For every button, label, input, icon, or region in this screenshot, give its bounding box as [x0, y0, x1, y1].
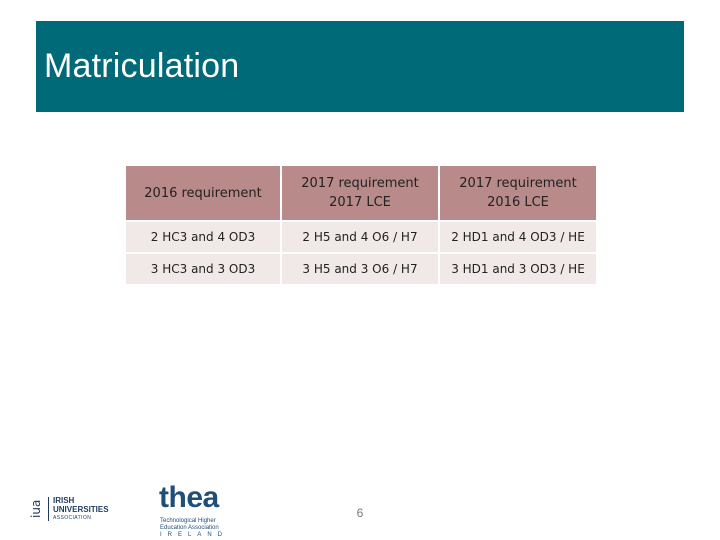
header-line2: 2016 LCE: [487, 195, 549, 210]
iua-mark: iua: [29, 499, 43, 519]
iua-divider: [48, 497, 49, 521]
header-line2: 2017 LCE: [329, 195, 391, 210]
table-cell: 3 HD1 and 3 OD3 / HE: [439, 253, 597, 285]
header-2017-requirement-2016-lce: [439, 165, 597, 221]
header-line1: 2017 requirement: [301, 176, 419, 191]
iua-line2: UNIVERSITIES: [53, 504, 109, 514]
table-cell: 2 H5 and 4 O6 / H7: [281, 221, 439, 253]
page-number: 6: [356, 506, 364, 520]
iua-logo: [28, 494, 118, 524]
title-bar: [36, 21, 684, 112]
header-line1: 2016 requirement: [144, 185, 262, 201]
table-cell: 2 HC3 and 4 OD3: [125, 221, 281, 253]
slide-title: Matriculation: [44, 47, 240, 85]
thea-wordmark: thea: [159, 481, 219, 514]
thea-line2: Education Association: [160, 525, 219, 531]
iua-line1: IRISH: [53, 496, 75, 505]
table-header-row: [125, 165, 597, 221]
table-cell: 3 H5 and 3 O6 / H7: [281, 253, 439, 285]
requirements-table: [124, 164, 598, 286]
header-line1: 2017 requirement: [459, 176, 577, 191]
thea-subtitle: [160, 518, 219, 532]
table-row: [125, 221, 597, 253]
iua-wordmark: [53, 497, 109, 523]
thea-logo: [159, 481, 229, 539]
header-2016-requirement: [125, 165, 281, 221]
table-row: [125, 253, 597, 285]
iua-line3: ASSOCIATION: [53, 515, 92, 521]
thea-ireland: IRELAND: [160, 532, 229, 538]
header-2017-requirement-2017-lce: [281, 165, 439, 221]
table-cell: 3 HC3 and 3 OD3: [125, 253, 281, 285]
table-cell: 2 HD1 and 4 OD3 / HE: [439, 221, 597, 253]
thea-line1: Technological Higher: [160, 518, 216, 524]
